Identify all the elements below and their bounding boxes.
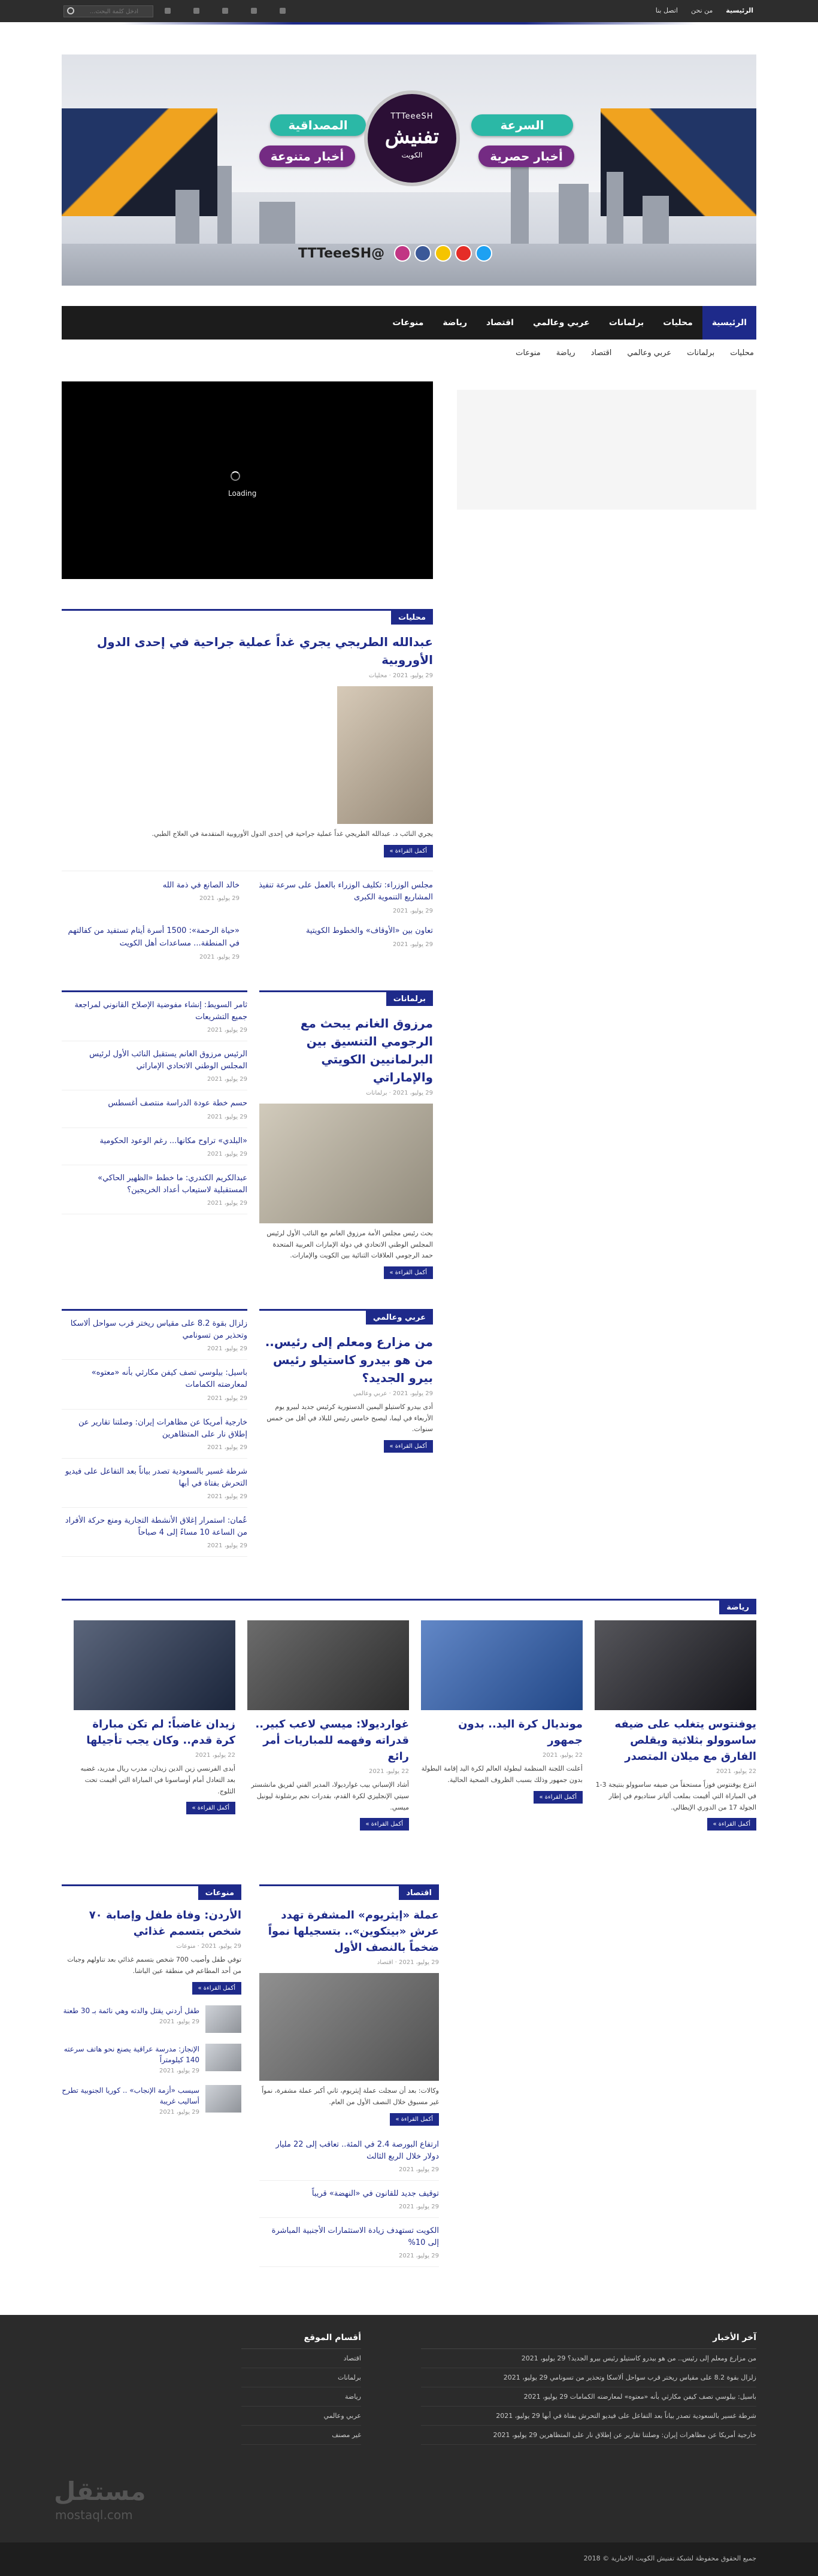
list-item[interactable] bbox=[62, 2085, 241, 2116]
economy-lead-meta: 29 يوليو، 2021 · اقتصاد bbox=[377, 1959, 439, 1966]
economy-lead-excerpt: وكالات: بعد أن سجلت عملة إيثريوم، ثاني أكبر عملة مشفرة، نمواً غير مسبوق خلال النصف الأول من العام. bbox=[262, 2087, 439, 2107]
top-bar bbox=[0, 0, 818, 22]
list-item-date: 29 يوليو، 2021 bbox=[207, 1150, 247, 1157]
list-item-title[interactable]: عُمان: استمرار إغلاق الأنشطة التجارية ومنع حركة الأفراد من الساعة 10 مساءً إلى 4 صباحاً bbox=[65, 1516, 247, 1538]
top-link-contact[interactable]: اتصل بنا bbox=[655, 7, 678, 14]
read-more-button[interactable]: أكمل القراءة » bbox=[534, 1791, 583, 1804]
twitter-icon[interactable] bbox=[251, 8, 257, 14]
list-item-date: 29 يوليو، 2021 bbox=[207, 1113, 247, 1120]
top-link-about[interactable]: من نحن bbox=[690, 7, 713, 14]
sport-card-date: 22 يوليو، 2021 bbox=[543, 1752, 583, 1759]
list-item-title[interactable]: مجلس الوزراء: تكليف الوزراء بالعمل على سرعة تنفيذ المشاريع التنموية الكبرى bbox=[259, 880, 433, 902]
read-more-button[interactable]: أكمل القراءة » bbox=[384, 1266, 434, 1279]
list-item-date: 29 يوليو، 2021 bbox=[399, 2166, 439, 2174]
sport-card-title[interactable]: مونديال كرة اليد.. بدون جمهور bbox=[458, 1718, 583, 1747]
parliament-lead-image[interactable] bbox=[259, 1104, 433, 1223]
banner-handle: @TTTeeeSH bbox=[298, 246, 385, 261]
read-more-button[interactable]: أكمل القراءة » bbox=[707, 1818, 757, 1831]
sport-card-title[interactable]: غوارديولا: ميسي لاعب كبير.. قدراته وفهمه للمباريات أمر رائع bbox=[255, 1718, 409, 1763]
list-item-date: 29 يوليو، 2021 bbox=[207, 1493, 247, 1501]
economy-lead-title[interactable]: عملة «إيثريوم» المشفرة تهدد عرش «بيتكوين».. بتسجيلها نمواً ضخماً بالنصف الأول bbox=[268, 1909, 439, 1954]
site-logo[interactable] bbox=[364, 90, 460, 186]
logo-brand-sub: الكويت bbox=[401, 151, 423, 159]
list-item-date: 29 يوليو، 2021 bbox=[207, 1542, 247, 1550]
banner-pill-credibility: المصداقية bbox=[270, 114, 366, 136]
list-item-title[interactable]: شرطة غسير بالسعودية تصدر بياناً بعد التفاعل على فيديو التحرش بفتاة في أبها bbox=[65, 1466, 247, 1488]
nav-item-home[interactable]: الرئيسية bbox=[702, 306, 756, 340]
instagram-icon bbox=[394, 245, 411, 262]
list-item[interactable] bbox=[62, 1090, 247, 1128]
list-item-title[interactable]: «البلدي» تراوح مكانها... رغم الوعود الحكومية bbox=[99, 1136, 247, 1145]
list-item-date: 29 يوليو، 2021 bbox=[399, 2204, 439, 2211]
section-parliament bbox=[62, 990, 433, 1279]
section-world bbox=[62, 1309, 433, 1557]
search-input[interactable] bbox=[63, 5, 153, 17]
sport-card[interactable] bbox=[421, 1620, 583, 1831]
video-loading-text: Loading bbox=[228, 489, 257, 498]
list-item-title[interactable]: الإنجاز: مدرسة عراقية يصنع نحو هاتف سرعته 140 كيلومتراً bbox=[63, 2044, 199, 2064]
list-item[interactable] bbox=[62, 925, 240, 960]
banner-pill-exclusive: أخبار حصرية bbox=[478, 146, 574, 167]
footer-bottom-bar bbox=[0, 2477, 818, 2576]
list-item[interactable] bbox=[62, 1311, 247, 1360]
sport-card-date: 22 يوليو، 2021 bbox=[195, 1752, 235, 1759]
local-lead-excerpt: يجري النائب د. عبدالله الطريجي غداً عملية جراحية في إحدى الدول الأوروبية المتقدمة في العلاج الطبي. bbox=[152, 830, 433, 838]
list-item[interactable] bbox=[255, 880, 433, 915]
sport-card[interactable] bbox=[247, 1620, 409, 1831]
sport-card-excerpt: أعلنت اللجنة المنظمة لبطولة العالم لكرة اليد إقامة البطولة بدون جمهور وذلك بسبب الظروف الصحية الحالية. bbox=[421, 1765, 583, 1784]
list-item-date: 29 يوليو، 2021 bbox=[159, 2018, 199, 2025]
main-nav bbox=[62, 306, 756, 340]
twitter-icon bbox=[475, 245, 492, 262]
copyright-text: جميع الحقوق محفوظة لشبكة تفنيش الكويت الاخبارية © 2018 bbox=[583, 2554, 756, 2563]
misc-lead-meta: 29 يوليو، 2021 · منوعات bbox=[176, 1943, 241, 1950]
top-accent-strip bbox=[0, 22, 818, 29]
footer-section-link[interactable]: اقتصاد bbox=[241, 2349, 361, 2368]
footer-latest-item[interactable]: باسيل: بيلوسي تصف كيفن مكارثي بأنه «معتوه» لمعارضته الكمامات 29 يوليو، 2021 bbox=[421, 2387, 756, 2407]
footer-latest bbox=[421, 2333, 756, 2445]
banner-social bbox=[298, 245, 492, 262]
parliament-lead-excerpt: بحث رئيس مجلس الأمة مرزوق الغانم مع النائب الأول لرئيس المجلس الوطني الاتحادي في دولة الإمارات العربية المتحدة حمد الرجومي العلاقات الثنائية بين الكويت والإمارات. bbox=[266, 1229, 433, 1260]
footer-sections bbox=[241, 2333, 361, 2445]
world-lead-title[interactable]: من مزارع ومعلم إلى رئيس.. من هو بيدرو كاستيلو رئيس بيرو الجديد؟ bbox=[265, 1334, 433, 1385]
economy-lead-image[interactable] bbox=[259, 1973, 439, 2081]
list-item-date: 29 يوليو، 2021 bbox=[159, 2108, 199, 2116]
sport-card-image[interactable] bbox=[247, 1620, 409, 1710]
footer-sections-title: أقسام الموقع bbox=[241, 2333, 361, 2349]
loading-spinner-icon bbox=[231, 471, 240, 481]
list-item-image[interactable] bbox=[205, 2085, 241, 2113]
sport-card-image[interactable] bbox=[421, 1620, 583, 1710]
list-item[interactable] bbox=[62, 1360, 247, 1409]
sport-card-title[interactable]: يوفنتوس يتغلب على ضيفه ساسوولو بثلاثية ويقلص الفارق مع ميلان المتصدر bbox=[614, 1718, 756, 1763]
list-item[interactable] bbox=[62, 2005, 241, 2033]
list-item[interactable] bbox=[62, 2044, 241, 2074]
read-more-button[interactable]: أكمل القراءة » bbox=[390, 2113, 440, 2126]
parliament-lead-meta: 29 يوليو، 2021 · برلمانات bbox=[366, 1089, 433, 1096]
world-lead-meta: 29 يوليو، 2021 · عربي وعالمي bbox=[353, 1390, 433, 1397]
list-item[interactable] bbox=[259, 2218, 439, 2267]
youtube-icon bbox=[455, 245, 472, 262]
parliament-lead-title[interactable]: مرزوق الغانم يبحث مع الرجومي التنسيق بين البرلمانيين الكويتي والإماراتي bbox=[300, 1016, 433, 1084]
footer-latest-title: آخر الأخبار bbox=[421, 2333, 756, 2349]
list-item-date: 29 يوليو، 2021 bbox=[207, 1345, 247, 1353]
sport-card-date: 22 يوليو، 2021 bbox=[369, 1768, 409, 1775]
sport-card-image[interactable] bbox=[595, 1620, 756, 1710]
list-item[interactable] bbox=[62, 1041, 247, 1090]
list-item[interactable] bbox=[62, 992, 247, 1041]
list-item-title[interactable]: الكويت تستهدف زيادة الاستثمارات الأجنبية المباشرة إلى 10% bbox=[271, 2226, 439, 2248]
read-more-button[interactable]: أكمل القراءة » bbox=[192, 1982, 242, 1995]
footer-section-link[interactable]: عربي وعالمي bbox=[241, 2407, 361, 2426]
sport-card-title[interactable]: زيدان غاضباً: لم تكن مباراة كرة قدم.. وكان يجب تأجيلها bbox=[86, 1718, 235, 1747]
list-item-title[interactable]: خارجية أمريكا عن مظاهرات إيران: وصلتنا تقارير عن إطلاق نار على المتظاهرين bbox=[78, 1417, 247, 1439]
banner-pill-various: أخبار متنوعة bbox=[259, 146, 355, 167]
list-item-date: 29 يوليو، 2021 bbox=[207, 1027, 247, 1034]
list-item[interactable] bbox=[255, 925, 433, 960]
section-tag-misc[interactable]: منوعات bbox=[198, 1886, 241, 1900]
top-links bbox=[656, 7, 753, 14]
snapchat-icon[interactable] bbox=[165, 8, 171, 14]
list-item[interactable] bbox=[259, 2181, 439, 2218]
sport-card[interactable] bbox=[595, 1620, 756, 1831]
local-lead-meta: 29 يوليو، 2021 · محليات bbox=[368, 672, 433, 679]
video-player[interactable] bbox=[62, 381, 433, 579]
search-icon[interactable] bbox=[67, 7, 74, 14]
list-item-date: 29 يوليو، 2021 bbox=[393, 908, 433, 915]
section-tag-economy[interactable]: اقتصاد bbox=[399, 1886, 439, 1900]
section-local bbox=[62, 609, 433, 960]
list-item-date: 29 يوليو، 2021 bbox=[199, 895, 240, 902]
subnav-parliament[interactable]: برلمانات bbox=[687, 348, 715, 357]
list-item-title[interactable]: «حياة الرحمة»: 1500 أسرة أيتام تستفيد من كفالتهم في المنطقة... مساعدات أهل الكويت bbox=[68, 926, 240, 948]
nav-item-economy[interactable]: اقتصاد bbox=[486, 318, 514, 328]
read-more-button[interactable]: أكمل القراءة » bbox=[384, 1440, 434, 1453]
sport-card[interactable] bbox=[74, 1620, 235, 1831]
facebook-icon bbox=[414, 245, 431, 262]
list-item-title[interactable]: توقيف جديد للقانون في «النهضة» قريباً bbox=[311, 2189, 439, 2199]
footer-latest-item[interactable]: شرطة غسير بالسعودية تصدر بياناً بعد التفاعل على فيديو التحرش بفتاة في أبها 29 يوليو، 2021 bbox=[421, 2407, 756, 2426]
snapchat-icon bbox=[435, 245, 452, 262]
sidebar bbox=[457, 366, 756, 1557]
sub-nav bbox=[62, 340, 756, 366]
footer-section-link[interactable]: برلمانات bbox=[241, 2368, 361, 2387]
watermark-url: mostaql.com bbox=[55, 2508, 133, 2523]
nav-item-sport[interactable]: رياضة bbox=[443, 318, 468, 328]
sport-card-excerpt: انتزع يوفنتوس فوزاً مستحقاً من ضيفه ساسوولو بنتيجة 3-1 في المباراة التي أقيمت بملعب أليانز ستاديوم في إطار الجولة 17 من الدوري الإيطالي. bbox=[595, 1781, 756, 1811]
facebook-icon[interactable] bbox=[280, 8, 286, 14]
list-item-title[interactable]: زلزال بقوة 8.2 على مقياس ريختر قرب سواحل ألاسكا وتحذير من تسونامي bbox=[70, 1319, 247, 1341]
list-item-title[interactable]: ارتفاع البورصة 2.4 في المئة.. تعاقب إلى 22 مليار دولار خلال الربع الثالث bbox=[275, 2139, 439, 2161]
section-tag-sport[interactable]: رياضة bbox=[719, 1601, 756, 1614]
nav-item-local[interactable]: محليات bbox=[663, 318, 693, 328]
world-lead-excerpt: أدى بيدرو كاستيلو اليمين الدستورية كرئيس جديد لبيرو يوم الأربعاء في ليما، ليصبح خامس رئيس للبلاد في أقل من خمس سنوات. bbox=[266, 1402, 433, 1434]
footer-latest-item[interactable]: من مزارع ومعلم إلى رئيس.. من هو بيدرو كاستيلو رئيس بيرو الجديد؟ 29 يوليو، 2021 bbox=[421, 2349, 756, 2368]
list-item-date: 29 يوليو، 2021 bbox=[399, 2253, 439, 2260]
sport-card-date: 22 يوليو، 2021 bbox=[716, 1768, 756, 1775]
logo-brand-top: TTTeeeSH bbox=[390, 112, 434, 121]
site-banner[interactable] bbox=[62, 54, 756, 286]
footer-latest-item[interactable]: زلزال بقوة 8.2 على مقياس ريختر قرب سواحل ألاسكا وتحذير من تسونامي 29 يوليو، 2021 bbox=[421, 2368, 756, 2387]
section-tag-local[interactable]: محليات bbox=[391, 611, 433, 625]
youtube-icon[interactable] bbox=[222, 8, 228, 14]
list-item[interactable] bbox=[62, 1459, 247, 1508]
list-item-title[interactable]: باسيل: بيلوسي تصف كيفن مكارثي بأنه «معتوه» لمعارضته الكمامات bbox=[91, 1368, 247, 1390]
section-sport bbox=[62, 1599, 756, 1831]
local-lead-image[interactable] bbox=[337, 686, 433, 824]
list-item[interactable] bbox=[259, 2132, 439, 2181]
list-item[interactable] bbox=[62, 1128, 247, 1165]
subnav-local[interactable]: محليات bbox=[730, 348, 754, 357]
list-item-title[interactable]: عبدالكريم الكندري: ما خطط «الظهير الحاكي» المستقبلية لاستيعاب أعداد الخريجين؟ bbox=[98, 1173, 247, 1195]
section-tag-parliament[interactable]: برلمانات bbox=[386, 992, 433, 1006]
list-item[interactable] bbox=[62, 1165, 247, 1214]
watermark-logo: مستقل bbox=[54, 2477, 146, 2507]
list-item[interactable] bbox=[62, 1410, 247, 1459]
list-item[interactable] bbox=[62, 1508, 247, 1557]
list-item-date: 29 يوليو، 2021 bbox=[159, 2067, 199, 2074]
read-more-button[interactable]: أكمل القراءة » bbox=[360, 1818, 410, 1831]
nav-item-parliament[interactable]: برلمانات bbox=[608, 318, 644, 328]
list-item-title[interactable]: ثامر السويط: إنشاء مفوضية الإصلاح القانوني لمراجعة جميع التشريعات bbox=[74, 1000, 247, 1022]
list-item-date: 29 يوليو، 2021 bbox=[199, 953, 240, 960]
list-item-title[interactable]: طفل أردني يقتل والدته وهي نائمة بـ 30 طعنة bbox=[63, 2006, 199, 2015]
list-item-image[interactable] bbox=[205, 2044, 241, 2071]
section-tag-world[interactable]: عربي وعالمي bbox=[366, 1311, 433, 1325]
sidebar-placeholder bbox=[457, 390, 756, 510]
section-economy bbox=[259, 1884, 439, 2267]
list-item-date: 29 يوليو، 2021 bbox=[207, 1200, 247, 1207]
subnav-world[interactable]: عربي وعالمي bbox=[627, 348, 672, 357]
list-item-title[interactable]: تعاون بين «الأوقاف» والخطوط الكويتية bbox=[305, 926, 433, 936]
instagram-icon[interactable] bbox=[193, 8, 199, 14]
footer-section-link[interactable]: رياضة bbox=[241, 2387, 361, 2407]
list-item[interactable] bbox=[62, 880, 240, 915]
logo-brand-main: تفنيش bbox=[384, 125, 440, 149]
sport-card-excerpt: أبدى الفرنسي زين الدين زيدان، مدرب ريال مدريد، غضبه بعد التعادل أمام أوساسونا في المباراة التي أقيمت تحت الثلوج. bbox=[80, 1765, 235, 1795]
misc-lead-excerpt: توفي طفل وأصيب 700 شخص بتسمم غذائي بعد تناولهم وجبات من أحد المطاعم في منطقة عين الباشا. bbox=[67, 1956, 241, 1975]
list-item-title[interactable]: سيسب «أزمة الإنجاب» .. كوريا الجنوبية تطرح أساليب غريبة bbox=[62, 2086, 199, 2105]
subnav-sport[interactable]: رياضة bbox=[556, 348, 575, 357]
subnav-misc[interactable]: منوعات bbox=[516, 348, 541, 357]
list-item-date: 29 يوليو، 2021 bbox=[207, 1076, 247, 1083]
list-item-title[interactable]: حسم خطة عودة الدراسة منتصف أغسطس bbox=[108, 1099, 247, 1108]
footer-section-link[interactable]: غير مصنف bbox=[241, 2426, 361, 2445]
banner-pill-speed: السرعة bbox=[471, 114, 573, 136]
bottom-sections bbox=[62, 1884, 756, 2267]
read-more-button[interactable]: أكمل القراءة » bbox=[384, 845, 434, 857]
list-item-title[interactable]: خالد الصانع في ذمة الله bbox=[162, 880, 240, 890]
local-lead-title[interactable]: عبدالله الطريجي يجري غداً عملية جراحية في إحدى الدول الأوروبية bbox=[96, 635, 433, 667]
list-item-title[interactable]: الرئيس مرزوق الغانم يستقبل النائب الأول لرئيس المجلس الوطني الاتحادي الإماراتي bbox=[89, 1050, 247, 1071]
list-item-image[interactable] bbox=[205, 2005, 241, 2033]
section-misc bbox=[62, 1884, 241, 2267]
top-social-icons bbox=[165, 8, 286, 14]
sport-card-excerpt: أشاد الإسباني بيب غوارديولا، المدير الفني لفريق مانشستر سيتي الإنجليزي لكرة القدم، بقدرات نجم برشلونة ليونيل ميسي. bbox=[251, 1781, 409, 1811]
sport-card-image[interactable] bbox=[74, 1620, 235, 1710]
nav-item-world[interactable]: عربي وعالمي bbox=[532, 318, 590, 328]
subnav-economy[interactable]: اقتصاد bbox=[590, 348, 612, 357]
list-item-date: 29 يوليو، 2021 bbox=[207, 1395, 247, 1402]
list-item-date: 29 يوليو، 2021 bbox=[207, 1444, 247, 1451]
top-link-home[interactable]: الرئيسية bbox=[726, 7, 753, 14]
misc-lead-title[interactable]: الأردن: وفاة طفل وإصابة ٧٠ شخص بتسمم غذائي bbox=[89, 1909, 241, 1938]
nav-item-misc[interactable]: منوعات bbox=[392, 318, 424, 328]
list-item-date: 29 يوليو، 2021 bbox=[393, 941, 433, 948]
footer-latest-item[interactable]: خارجية أمريكا عن مظاهرات إيران: وصلتنا تقارير عن إطلاق نار على المتظاهرين 29 يوليو، 2021 bbox=[421, 2426, 756, 2445]
read-more-button[interactable]: أكمل القراءة » bbox=[186, 1802, 236, 1814]
